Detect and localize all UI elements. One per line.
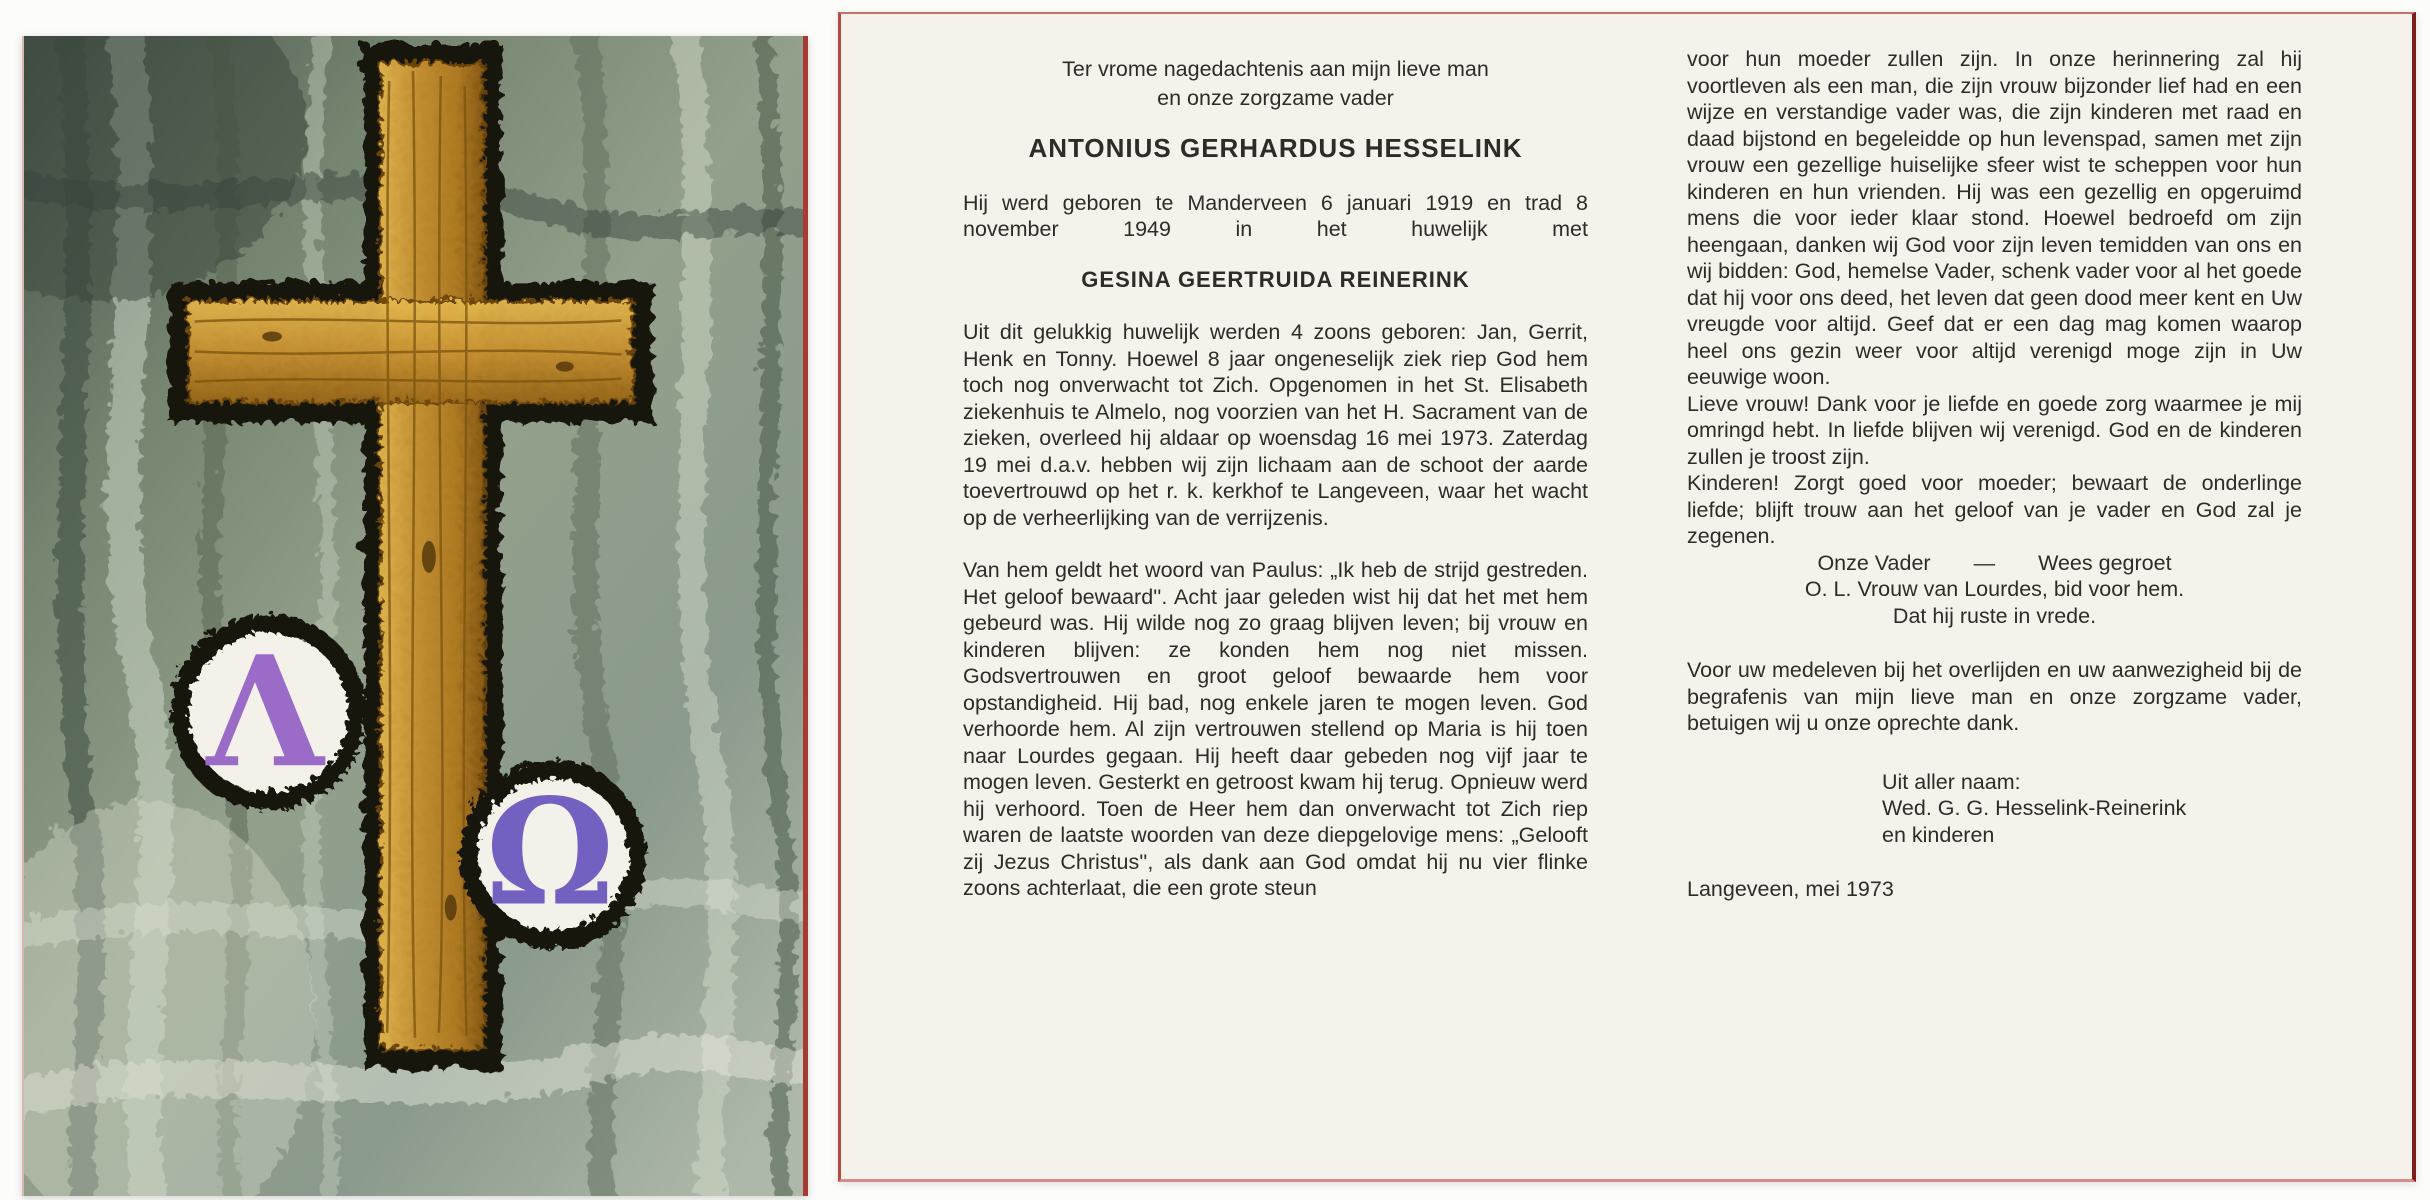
cross-artwork — [24, 36, 803, 1196]
signature-line-3: en kinderen — [1882, 822, 1995, 847]
dedication-line-2: en onze zorgzame vader — [1157, 85, 1394, 110]
place-date: Langeveen, mei 1973 — [1687, 877, 1894, 901]
deceased-name: ANTONIUS GERHARDUS HESSELINK — [1028, 133, 1523, 163]
dedication-line-1: Ter vrome nagedachtenis aan mijn lieve man — [1062, 57, 1489, 81]
right-text-column — [1687, 46, 2302, 903]
memory-paragraph: voor hun moeder zullen zijn. In onze herinnering zal hij voortleven als een man, die zijn vrouw bijzonder lief had en een wijze en verstandige vader was, die zijn kinderen met raad en daad bijstond en begeleidde op hun levenspad, samen met zijn vrouw een gezellige huiselijke sfeer wist te scheppen voor hun kinderen en hun vrienden. Hij was een gezellig en opgeruimd mens die voor ieder klaar stond. Hoewel bedroefd om zijn heengaan, danken wij God voor zijn leven temidden van ons en wij bidden: God, hemelse Vader, schenk vader voor al het goede dat hij voor ons deed, het leven dat geen dood meer kent en Uw vreugde voor altijd. Geef dat er een dag mag komen waarop heel ons gezin weer voor altijd verenigd moge zijn in Uw eeuwige woon. — [1687, 47, 2302, 389]
children-paragraph: Kinderen! Zorgt goed voor moeder; bewaart de onderlinge liefde; blijft trouw aan het geloof van je vader en God zal je zegenen. — [1687, 471, 2302, 548]
life-paragraph: Uit dit gelukkig huwelijk werden 4 zoons geboren: Jan, Gerrit, Henk en Tonny. Hoewel 8 jaar ongeneselijk ziek riep God hem toch nog onverwacht tot Zich. Opgenomen in het St. Elisabeth ziekenhuis te Almelo, nog voorzien van het H. Sacrament van de zieken, overleed hij aldaar op woensdag 16 mei 1973. Zaterdag 19 mei d.a.v. hebben wij zijn lichaam aan de schoot der aarde toevertrouwd op het r. k. kerkhof te Langeveen, waar het wacht op de verheerlijking van de verrijzenis. — [963, 320, 1588, 530]
cover-art-panel — [22, 36, 808, 1196]
thanks-paragraph: Voor uw medeleven bij het overlijden en uw aanwezigheid bij de begrafenis van mijn lieve man en onze zorgzame vader, betuigen wij u onze oprechte dank. — [1687, 658, 2302, 735]
text-page — [838, 12, 2416, 1182]
faith-paragraph: Van hem geldt het woord van Paulus: „Ik heb de strijd gestreden. Het geloof bewaard''. Acht jaar geleden wist hij dat het met hem gebeurd was. Hij wilde nog zo graag blijven leven; bij vrouw en kinderen blijven: ze konden hem nog niet missen. Godsvertrouwen en groot geloof bewaarde hem voor opstandigheid. Hij bad, nog enkele jaren te mogen leven. God verhoorde hem. Al zijn vertrouwen stellend op Maria is hij toen naar Lourdes gegaan. Hij heeft daar gebeden nog vijf jaar te mogen leven. Gesterkt en getroost kwam hij terug. Opnieuw werd hij verhoord. Toen de Heer hem dan onverwacht tot Zich riep waren de laatste woorden van deze diepgelovige mens: „Gelooft zij Jezus Christus'', als dank aan God omdat hij nu vier flinke zoons achterlaat, die een grote steun — [963, 558, 1588, 900]
birth-marriage-paragraph: Hij werd geboren te Manderveen 6 januari 1919 en trad 8 november 1949 in het huwelijk met — [963, 190, 1588, 241]
wife-paragraph: Lieve vrouw! Dank voor je liefde en goede zorg waarmee je mij omringd hebt. In liefde blijven wij verenigd. God en de kinderen zullen je troost zijn. — [1687, 391, 2302, 469]
signature-line-1: Uit aller naam: — [1882, 769, 2021, 794]
left-text-column — [963, 56, 1588, 902]
omega-symbol: Ω — [485, 766, 615, 939]
signature-block — [1882, 769, 2302, 849]
prayer-line-2: O. L. Vrouw van Lourdes, bid voor hem. — [1804, 577, 2185, 601]
dedication-block — [963, 56, 1588, 111]
prayer-line-3: Dat hij ruste in vrede. — [1892, 603, 2097, 628]
spouse-name: GESINA GEERTRUIDA REINERINK — [1081, 266, 1470, 292]
alpha-symbol: Λ — [206, 622, 324, 802]
prayer-line-1: Onze Vader — Wees gegroet — [1817, 550, 2172, 575]
signature-line-2: Wed. G. G. Hesselink-Reinerink — [1882, 796, 2187, 820]
